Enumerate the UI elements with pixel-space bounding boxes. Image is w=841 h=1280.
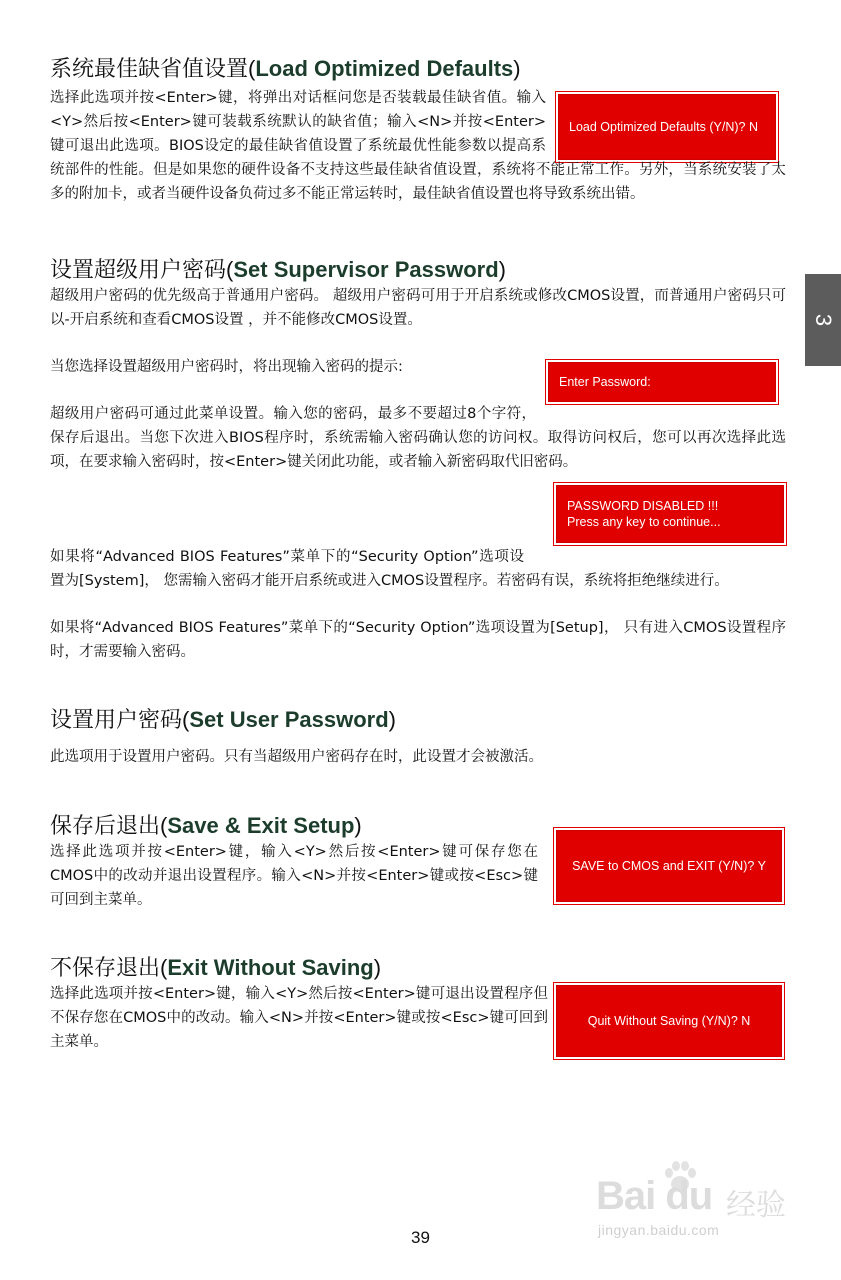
save-exit-paragraph: 选择此选项并按<Enter>键，输入<Y>然后按<Enter>键可保存您在CMOS中的改动并退出设置程序。输入<N>并按<Enter>键或按<Esc>键可回到主菜单。 bbox=[50, 844, 538, 908]
heading-set-supervisor-password: 设置超级用户密码(Set Supervisor Password) bbox=[50, 257, 506, 283]
dialog-text bbox=[567, 498, 721, 530]
heading-cn: 保存后退出 bbox=[50, 814, 161, 839]
chapter-number: 3 bbox=[811, 313, 836, 327]
enter-password-dialog bbox=[548, 362, 776, 402]
heading-en: Save & Exit Setup bbox=[167, 813, 355, 838]
supervisor-password-paragraph-5: 如果将“Advanced BIOS Features”菜单下的“Security Option”选项设置为[Setup]， 只有进入CMOS设置程序时，才需要输入密码。 bbox=[50, 620, 786, 660]
heading-cn: 不保存退出 bbox=[50, 956, 161, 981]
supervisor-password-paragraph-3: 超级用户密码可通过此菜单设置。输入您的密码，最多不要超过8个字符，保存后退出。当您下次进入BIOS程序时，系统需输入密码确认您的访问权。取得访问权后，您可以再次选择此选项，在要求输入密码时，按<Enter>键关闭此功能，或者输入新密码取代旧密码。 bbox=[50, 406, 786, 470]
dialog-text: SAVE to CMOS and EXIT (Y/N)? Y bbox=[572, 859, 766, 873]
password-disabled-dialog bbox=[556, 485, 784, 543]
heading-en: Exit Without Saving bbox=[167, 955, 374, 980]
user-password-paragraph: 此选项用于设置用户密码。只有当超级用户密码存在时，此设置才会被激活。 bbox=[50, 749, 543, 765]
heading-en: Set Supervisor Password bbox=[233, 257, 499, 282]
heading-load-optimized-defaults: 系统最佳缺省值设置(Load Optimized Defaults) bbox=[50, 56, 521, 82]
dialog-line-1: PASSWORD DISABLED !!! bbox=[567, 499, 719, 513]
supervisor-password-paragraph-2: 当您选择设置超级用户密码时，将出现输入密码的提示: bbox=[50, 359, 403, 375]
heading-en: Load Optimized Defaults bbox=[255, 56, 514, 81]
heading-cn: 设置用户密码 bbox=[50, 708, 183, 733]
watermark-logo: Bai du bbox=[596, 1174, 713, 1218]
supervisor-password-paragraph-4: 如果将“Advanced BIOS Features”菜单下的“Security Option”选项设置为[System]， 您需输入密码才能开启系统或进入CMOS设置程序。若密码有误，系统将拒绝继续进行。 bbox=[50, 549, 729, 589]
page-number: 39 bbox=[411, 1228, 430, 1247]
watermark-logo-cn: 经验 bbox=[726, 1188, 786, 1223]
dialog-line-2: Press any key to continue... bbox=[567, 515, 721, 529]
exit-without-saving-paragraph: 选择此选项并按<Enter>键，输入<Y>然后按<Enter>键可退出设置程序但不保存您在CMOS中的改动。输入<N>并按<Enter>键或按<Esc>键可回到主菜单。 bbox=[50, 986, 548, 1050]
heading-exit-without-saving: 不保存退出(Exit Without Saving) bbox=[50, 955, 382, 981]
heading-set-user-password: 设置用户密码(Set User Password) bbox=[50, 707, 396, 733]
chapter-tab bbox=[805, 274, 841, 366]
supervisor-password-paragraph-1: 超级用户密码的优先级高于普通用户密码。 超级用户密码可用于开启系统或修改CMOS设置，而普通用户密码只可以-开启系统和查看CMOS设置 ，并不能修改CMOS设置。 bbox=[50, 288, 786, 328]
save-exit-dialog bbox=[556, 830, 782, 902]
load-defaults-paragraph: 选择此选项并按<Enter>键，将弹出对话框问您是否装载最佳缺省值。输入<Y>然后按<Enter>键可装载系统默认的缺省值；输入<N>并按<Enter>键可退出此选项。BIOS设定的最佳缺省值设置了系统最优性能参数以提高系统部件的性能。但是如果您的硬件设备不支持这些最佳缺省值设置，系统将不能正常工作。另外，当系统安装了太多的附加卡，或者当硬件设备负荷过多不能正常运转时，最佳缺省值设置也将导致系统出错。 bbox=[50, 90, 786, 202]
dialog-text: Quit Without Saving (Y/N)? N bbox=[587, 1014, 751, 1028]
watermark-url: jingyan.baidu.com bbox=[598, 1222, 720, 1238]
heading-cn: 设置超级用户密码 bbox=[50, 258, 227, 283]
heading-save-exit-setup: 保存后退出(Save & Exit Setup) bbox=[50, 813, 362, 839]
dialog-text: Enter Password: bbox=[559, 375, 651, 389]
exit-without-saving-dialog bbox=[556, 985, 782, 1057]
heading-cn: 系统最佳缺省值设置 bbox=[50, 57, 249, 82]
heading-en: Set User Password bbox=[189, 707, 389, 732]
dialog-text: Load Optimized Defaults (Y/N)? N bbox=[569, 120, 758, 134]
